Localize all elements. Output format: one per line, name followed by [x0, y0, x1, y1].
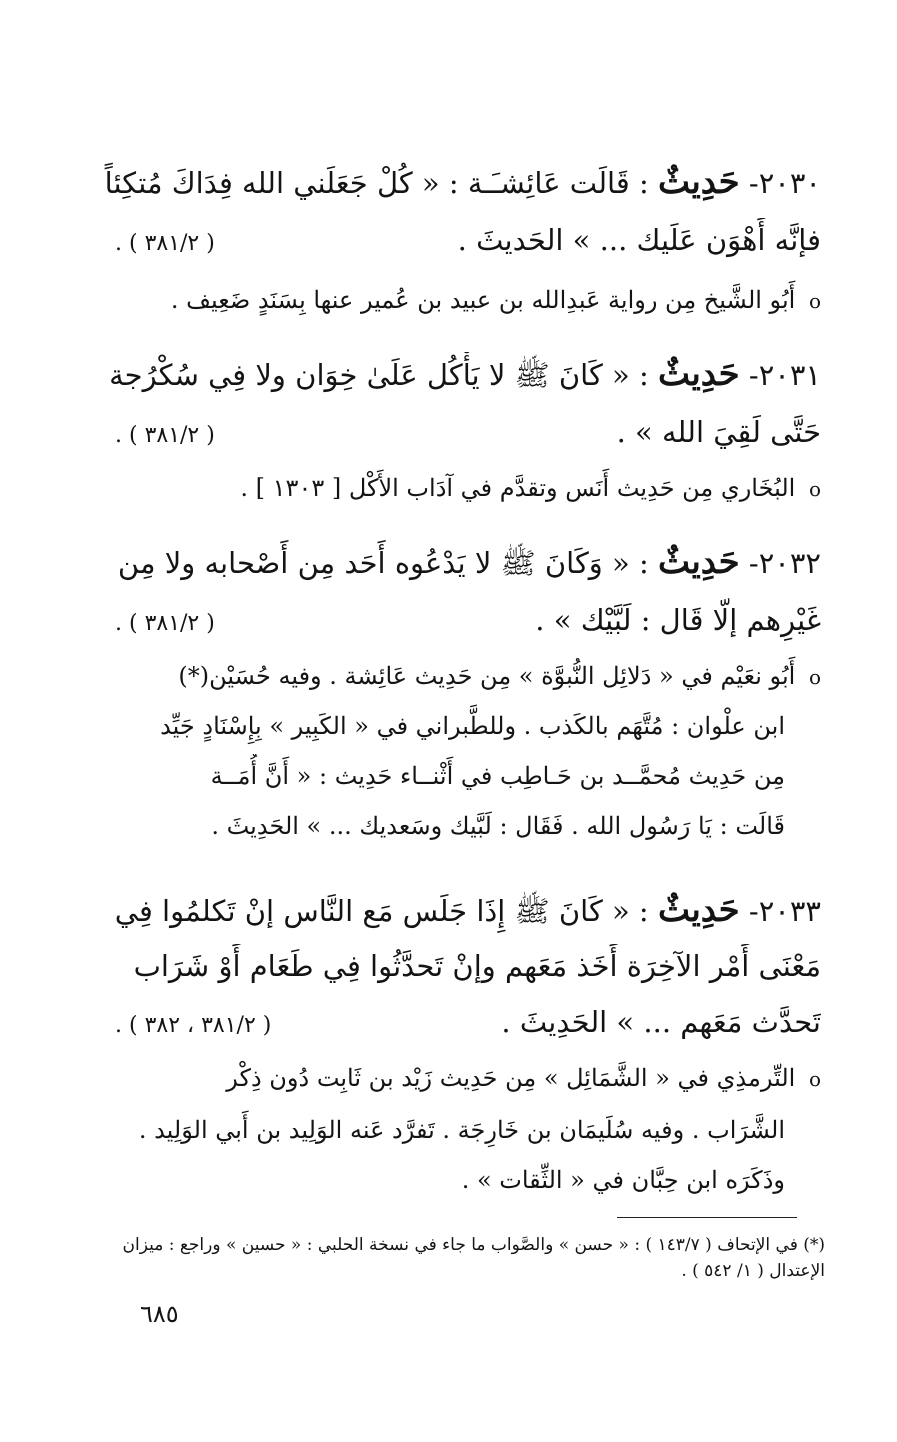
- footnote-separator: [617, 1217, 797, 1218]
- hadith-number: ٢٠٣١-: [748, 358, 821, 392]
- source-text: وذَكَرَه ابن حِبَّان في « الثِّقات » .: [461, 1166, 785, 1194]
- hadith-number: ٢٠٣٠-: [748, 166, 821, 200]
- volume-page-reference: ( ٣٨١/٢ ) .: [115, 423, 215, 448]
- hadith-2032-line1: [76, 540, 821, 586]
- volume-page-reference: ( ٣٨١/٢ ) .: [115, 611, 215, 636]
- hadith-number: ٢٠٣٣-: [748, 894, 821, 928]
- hadith-heading: حَدِيثٌ: [657, 162, 740, 202]
- footnote-line-1: (*) في الإتحاف ( ١٤٣/٧ ) : « حسن » والصَّواب ما جاء في نسخة الحلبي : « حسين » وراجع : ميزان: [122, 1235, 825, 1255]
- hadith-2033-source-2: [77, 1108, 785, 1154]
- hadith-2032-source-4: [77, 804, 785, 850]
- circle-bullet-icon: o: [808, 477, 821, 501]
- hadith-2033-line1: [76, 888, 821, 934]
- hadith-text: حَتَّى لَقِيَ الله » .: [616, 415, 821, 449]
- source-text: مِن حَدِيث مُحمَّــد بن حَـاطِب في أَثْنــاء حَدِيث : « أَنَّ أُمَــة: [210, 762, 785, 790]
- hadith-heading: حَدِيثٌ: [657, 354, 740, 394]
- hadith-text: تَحدَّث مَعَهم ... » الحَدِيثَ .: [501, 1005, 821, 1039]
- source-text: التِّرمذِي في « الشَّمَائِل » مِن حَدِيث زَيْد بن ثَابِت دُون ذِكْر: [226, 1064, 796, 1092]
- hadith-2031-source: [76, 466, 821, 512]
- source-text: قَالَت : يَا رَسُول الله . فَقَال : لَبَّيك وسَعديك ... » الحَدِيثَ .: [211, 812, 785, 840]
- volume-page-reference: ( ٣٨١/٢ ، ٣٨٢ ) .: [115, 1013, 272, 1038]
- circle-bullet-icon: o: [808, 1067, 821, 1091]
- hadith-text: : « كَانَ ﷺ إِذَا جَلَس مَع النَّاس إنْ تَكلمُوا فِي: [114, 894, 649, 928]
- source-text: ابن علْوان : مُتَّهَم بالكَذب . وللطَّبراني في « الكَبِير » بِإِسْنَادٍ جَيِّد: [160, 712, 785, 740]
- source-text: أَبُو نعَيْم في « دَلائِل النُّبوَّة » مِن حَدِيث عَائِشة . وفيه حُسَيْن(*): [178, 662, 796, 690]
- circle-bullet-icon: o: [808, 289, 821, 313]
- volume-page-reference: ( ٣٨١/٢ ) .: [115, 231, 215, 256]
- footnote-line-2: الإعتدال ( ١/ ٥٤٢ ) .: [681, 1261, 825, 1281]
- hadith-text: : « كَانَ ﷺ لا يَأْكُل عَلَىٰ خِوَان ولا فِي سُكْرُجة: [109, 358, 649, 392]
- hadith-number: ٢٠٣٢-: [748, 546, 821, 580]
- hadith-heading: حَدِيثٌ: [657, 890, 740, 930]
- circle-bullet-icon: o: [808, 665, 821, 689]
- source-text: الشَّرَاب . وفيه سُلَيمَان بن خَارِجَة . تَفرَّد عَنه الوَلِيد بن أَبي الوَلِيد .: [138, 1116, 785, 1144]
- hadith-2033-source-1: [76, 1056, 821, 1102]
- hadith-2033-line2: [76, 944, 821, 990]
- hadith-2030-source: [76, 278, 821, 324]
- hadith-2032-source-3: [77, 754, 785, 800]
- hadith-heading: حَدِيثٌ: [657, 542, 740, 582]
- hadith-2030-line1: [76, 160, 821, 206]
- page-number: ٦٨٥: [140, 1300, 179, 1328]
- hadith-2031-line1: [76, 352, 821, 398]
- source-text: البُخَاري مِن حَدِيث أَنَس وتقدَّم في آدَاب الأَكْل [ ١٣٠٣ ] .: [240, 474, 796, 502]
- source-text: أَبُو الشَّيخ مِن رواية عَبدِالله بن عبيد بن عُمير عنها بِسَنَدٍ ضَعِيف .: [170, 286, 796, 314]
- hadith-text: : قَالَت عَائِشـَـة : « كُلْ جَعَلَني الله فِدَاكَ مُتكِئاً: [104, 166, 649, 200]
- hadith-2033-source-3: [77, 1158, 785, 1204]
- hadith-text: : « وَكَانَ ﷺ لا يَدْعُوه أَحَد مِن أَصْحابه ولا مِن: [117, 546, 649, 580]
- hadith-2032-source-1: [76, 654, 821, 700]
- hadith-2032-source-2: [77, 704, 785, 750]
- hadith-text: فإنَّه أَهْوَن عَلَيك ... » الحَديثَ .: [457, 223, 821, 257]
- hadith-text: مَعْنَى أَمْر الآخِرَة أَخَذ مَعَهم وإنْ تَحدَّثُوا فِي طَعَام أَوْ شَرَاب: [133, 949, 821, 983]
- hadith-text: غَيْرِهم إلَّا قَال : لَبَّيْك » .: [535, 603, 821, 637]
